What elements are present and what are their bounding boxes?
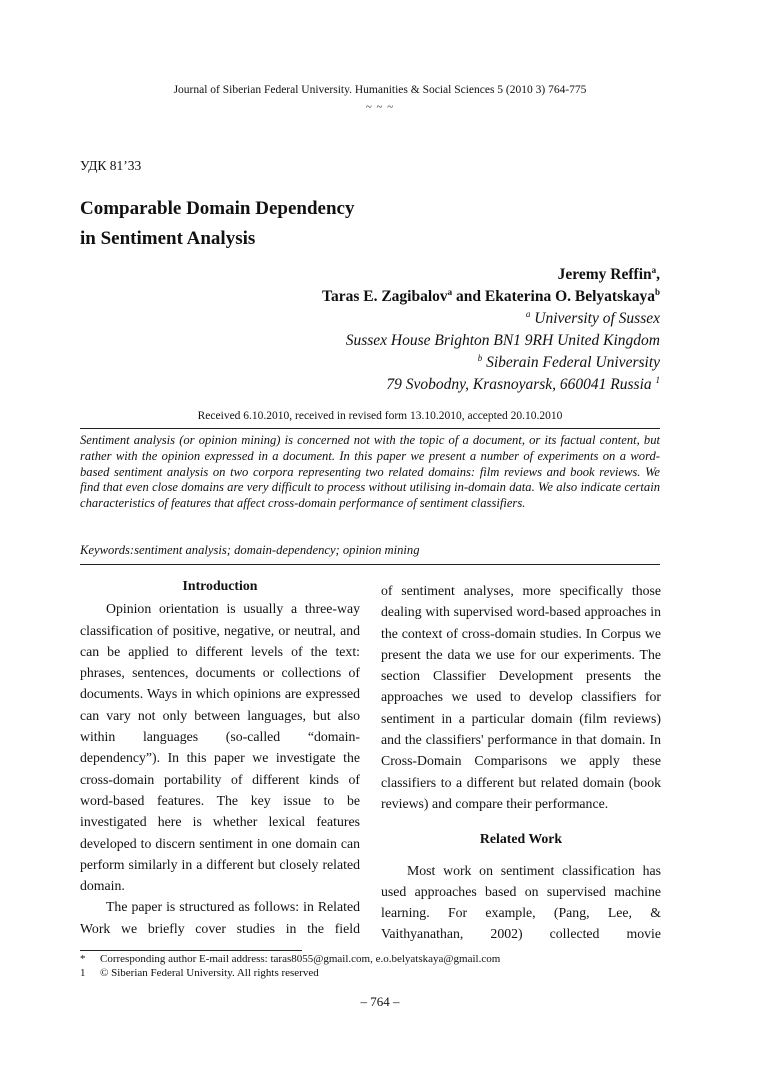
right-column [381, 580, 661, 945]
title-line-2: in Sentiment Analysis [80, 228, 256, 249]
affiliation-text: Siberain Federal University [482, 354, 660, 371]
affiliation-sup: a [525, 308, 531, 319]
affiliation-line [346, 332, 660, 350]
paper-title [80, 194, 354, 254]
affiliation-text: Sussex House Brighton BN1 9RH United Kingdom [345, 332, 660, 349]
author-sup: a [447, 286, 453, 297]
author-name: Taras E. Zagibalov [322, 288, 448, 305]
abstract: Sentiment analysis (or opinion mining) is concerned not with the topic of a document, or its factual content, but rather with the opinion expressed in a document. In this paper we present a number of experiments on a word-based sentiment analysis on two corpora representing two related domains: film reviews and book reviews. We find that even close domains are very difficult to process without utilising in-domain data. We also indicate certain characteristics of features that affect cross-domain performance of sentiment classifiers. [80, 433, 660, 511]
journal-header: Journal of Siberian Federal University. Humanities & Social Sciences 5 (2010 3) 764-775 [173, 84, 587, 96]
udk-code: УДК 81’33 [80, 158, 142, 173]
paragraph: of sentiment analyses, more specifically those dealing with supervised word-based approaches in the context of cross-domain studies. In Corpus we present the data we use for our experiments. The section Classifier Development presents the approaches we used to develop classifiers for sentiment in a particular domain (film reviews) and the classifiers' performance in that domain. In Cross-Domain Comparisons we apply these classifiers to a different but related domain (book reviews) and compare their performance. [381, 583, 661, 811]
paragraph: Opinion orientation is usually a three-way classification of positive, negative, or neutral, and can be applied to different levels of the text: phrases, sentences, documents or collections of documents. Ways in which opinions are expressed can vary not only between languages, but also within languages (so-called “domain-dependency”). In this paper we investigate the cross-domain portability of different kinds of word-based features. The key issue to be investigated here is whether lexical features developed to discern sentiment in one domain can perform similarly in a different but closely related domain. [80, 601, 360, 894]
left-column [80, 575, 360, 939]
abstract-bottom-rule [80, 564, 660, 565]
paragraph: Most work on sentiment classification has used approaches based on supervised machine learning. For example, (Pang, Lee, & Vaithyanathan, 2002) collected movie [381, 862, 661, 942]
affiliation-text: 79 Svobodny, Krasnoyarsk, 660041 Russia [386, 376, 656, 393]
affiliation-line [526, 310, 660, 328]
affiliation-line [386, 376, 660, 394]
section-heading-introduction: Introduction [182, 578, 258, 593]
received-dates: Received 6.10.2010, received in revised form 13.10.2010, accepted 20.10.2010 [197, 410, 563, 422]
footnote-text: © Siberian Federal University. All rights reserved [100, 967, 319, 979]
page-number: – 764 – [360, 994, 400, 1009]
header-ornament: ~ ~ ~ [365, 101, 395, 113]
author-line-1 [558, 266, 660, 284]
affiliation-line [478, 354, 660, 372]
keywords: Keywords:sentiment analysis; domain-dependency; opinion mining [80, 543, 420, 557]
author-sup: b [654, 286, 660, 297]
footnote-rule [80, 950, 302, 951]
footnote-mark: 1 [80, 967, 86, 979]
affiliation-sup: 1 [655, 374, 660, 385]
author-name: and Ekaterina O. Belyatskaya [452, 288, 655, 305]
affiliation-sup: b [477, 352, 483, 363]
footnote [80, 967, 319, 979]
section-heading-related-work: Related Work [479, 831, 563, 847]
footnote-mark: * [80, 953, 86, 965]
footnote-text: Corresponding author E-mail address: taras8055@gmail.com, e.o.belyatskaya@gmail.com [100, 953, 501, 965]
author-line-2 [322, 288, 660, 306]
footnote [80, 953, 500, 965]
abstract-top-rule [80, 428, 660, 429]
paragraph: The paper is structured as follows: in Related Work we briefly cover studies in the field [80, 899, 360, 936]
author-sep: , [656, 266, 660, 283]
affiliation-text: University of Sussex [530, 310, 660, 327]
author-sup: a [651, 264, 657, 275]
title-line-1: Comparable Domain Dependency [80, 198, 355, 219]
author-name: Jeremy Reffin [557, 266, 652, 283]
